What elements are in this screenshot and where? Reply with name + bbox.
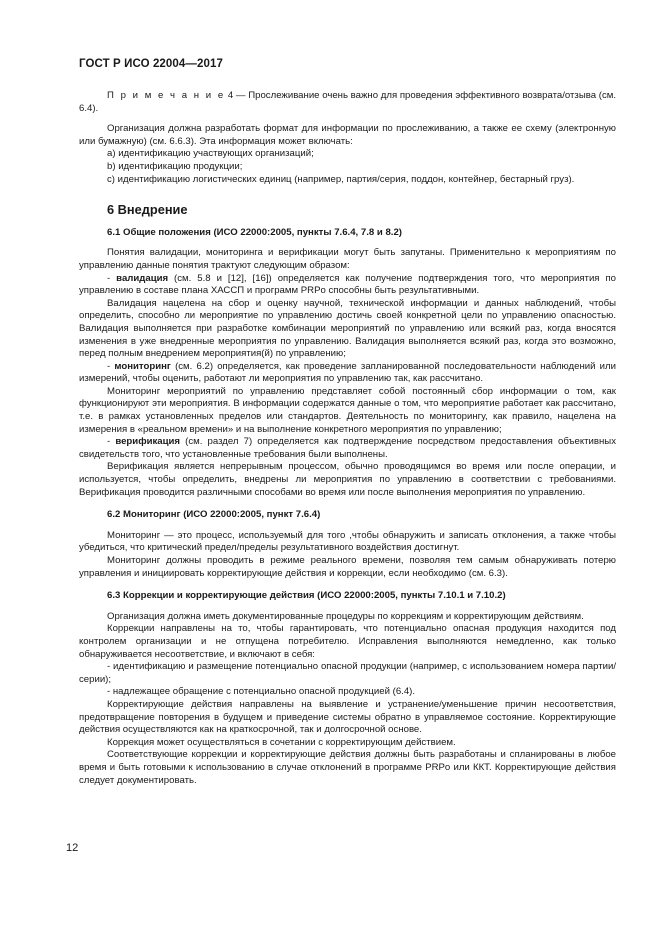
list-item: a) идентификацию участвующих организаций; [107,148,314,160]
paragraph: Мониторинг — это процесс, используемый для того ,чтобы обнаружить и записать отклонения, а также чтобы убедиться, что критический предел/пределы результативного воздействия достигнут. [79,529,616,554]
definition-item: - валидация (см. 5.8 и [12], [16]) определяется как получение подтверждения того, что мероприятия по управлению в составе плана ХАССП и программ PRPо способны быть результативными. [79,272,616,297]
paragraph: Организация должна иметь документированные процедуры по коррекциям и корректирующим действиям. [107,610,584,622]
subsection-heading: 6.1 Общие положения (ИСО 22000:2005, пункты 7.6.4, 7.8 и 8.2) [107,226,402,238]
definition-text: (см. 5.8 и [12], [16]) определяется как получение подтверждения того, что мероприятия по управлению в составе плана ХАССП и программ PRPо способны быть результативными. [79,272,616,297]
definition-text: (см. 6.2) определяется, как проведение запланированной последовательности наблюдений или измерений, чтобы оценить, работают ли мероприятия по управлению так, как рассчитано. [79,360,616,385]
paragraph: Верификация является непрерывным процессом, обычно проводящимся во время или после операции, и используется, чтобы определить, внедрены ли мероприятия по управлению в соответствии с требованиями. Верификация проводится различными способами во время или после выполнения мероприятия по управлению. [79,461,616,498]
paragraph: Коррекции направлены на то, чтобы гарантировать, что потенциально опасная продукция находится под контролем организации и не отпущена потребителю. Исправления выполняются немедленно, как только обнаруживается несоответствие, и включают в себя: [79,623,616,660]
definition-item: - мониторинг (см. 6.2) определяется, как проведение запланированной последовательности наблюдений или измерений, чтобы оценить, работают ли мероприятия по управлению так, как рассчитано. [79,360,616,385]
term: валидация [116,272,169,284]
paragraph: Мониторинг мероприятий по управлению представляет собой постоянный сбор информации о том, как функционируют эти мероприятия. В информации содержатся данные о том, что мероприятие работает как рассчитано, т.е. в рамках установленных пределов или стандартов. Деятельность по мониторингу, как правило, нацелена на измерения в «реальном времени» и на выполнение конкретного мероприятия по управлению; [79,385,616,435]
list-item: b) идентификацию продукции; [107,160,243,172]
paragraph: Понятия валидации, мониторинга и верификации могут быть запутаны. Применительно к мероприятиям по управлению данные понятия трактуют следующим образом: [79,247,616,271]
document-body [79,90,616,787]
term: мониторинг [114,360,171,372]
paragraph: Мониторинг должны проводить в режиме реального времени, позволяя тем самым обнаруживать потерю управления и инициировать корректирующие действия и коррекции, если необходимо (см. 6.3). [79,555,616,579]
subsection-heading: 6.3 Коррекции и корректирующие действия (ИСО 22000:2005, пункты 7.10.1 и 7.10.2) [107,590,506,602]
list-item: c) идентификацию логистических единиц (например, партия/серия, поддон, контейнер, бестарный груз). [107,173,575,185]
paragraph: Валидация нацелена на сбор и оценку научной, технической информации и данных наблюдений, чтобы определить, способно ли мероприятие по управлению достичь своей конкретной цели по управлению опасностью. Валидация выполняется при разработке комбинации мероприятий по управлению или всякий раз, когда вносятся изменения в уже внедренные мероприятия по управлению. Валидация выполняется всякий раз, когда это возможно, перед полным внедрением мероприятия(й) по управлению; [79,297,616,360]
term: верификация [115,436,181,448]
paragraph: Коррекция может осуществляться в сочетании с корректирующим действием. [107,736,456,748]
section-heading: 6 Внедрение [107,202,188,218]
list-item: - надлежащее обращение с потенциально опасной продукцией (6.4). [107,686,416,698]
document-header: ГОСТ Р ИСО 22004—2017 [79,58,224,70]
note-text: 4 — Прослеживание очень важно для проведения эффективного возврата/отзыва (см. 6.4). [79,90,616,114]
paragraph: Корректирующие действия направлены на выявление и устранение/уменьшение причин несоответствия, предотвращение повторения в будущем и приведение системы обратно в управляемое состояние. Корректирующие действия осуществляются как на краткосрочной, так и долгосрочной основе. [79,698,616,736]
note [79,90,616,115]
paragraph: Соответствующие коррекции и корректирующие действия должны быть разработаны и спланированы в любое время и быть готовыми к использованию в случае отклонений в программе PRPо или ККТ. Корректирующие действия следует документировать. [79,749,616,786]
list-item: - идентификацию и размещение потенциально опасной продукции (например, с использованием номера партии/серии); [79,661,616,685]
page-number: 12 [66,842,79,854]
definition-text: (см. раздел 7) определяется как подтверждение посредством предоставления объективных свидетельств того, что установленные требования были выполнены. [79,436,616,460]
paragraph: Организация должна разработать формат для информации по прослеживанию, а также ее схему (электронную или бумажную) (см. 6.6.3). Эта информация может включать: [79,123,616,147]
subsection-heading: 6.2 Мониторинг (ИСО 22000:2005, пункт 7.6.4) [107,509,321,521]
note-label: П р и м е ч а н и е [107,90,226,101]
definition-item: - верификация (см. раздел 7) определяется как подтверждение посредством предоставления объективных свидетельств того, что установленные требования были выполнены. [79,436,616,460]
